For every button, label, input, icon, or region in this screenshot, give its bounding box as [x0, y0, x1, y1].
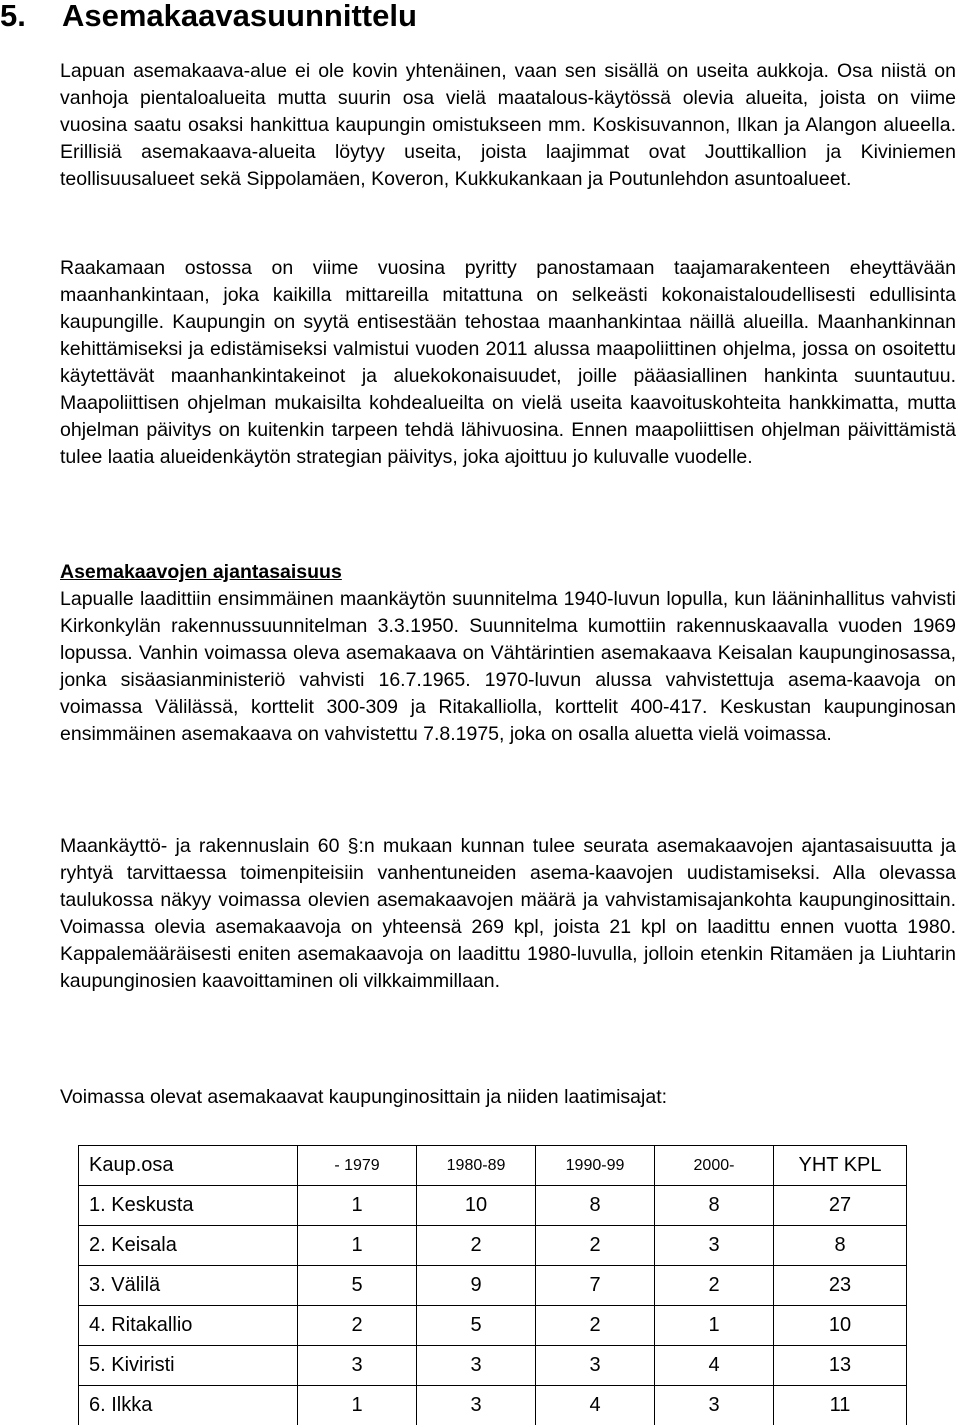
table-cell: 8: [774, 1226, 907, 1266]
table-row: [79, 1346, 907, 1386]
table-cell: 1: [298, 1186, 417, 1226]
table-cell: 13: [774, 1346, 907, 1386]
table-cell: 8: [536, 1186, 655, 1226]
table-cell: 3: [417, 1386, 536, 1425]
paragraph-land-acquisition: Raakamaan ostossa on viime vuosina pyritty panostamaan taajamarakenteen eheyttävään maanhankintaan, joka kaikilla mittareilla mitattuna on selkeästi kokonaistaloudellisesti edullisinta kaupungille. Kaupungin on syytä entisestään tehostaa maanhankintaa näillä alueilla. Maanhankinnan kehittämiseksi ja edistämiseksi valmistui vuoden 2011 alussa maapoliittinen ohjelma, jossa on osoitettu käytettävät maanhankintakeinot ja aluekokonaisuudet, joille pääasiallinen hankinta suuntautuu. Maapoliittisen ohjelman mukaisilta kohdealueilta on vielä useita kaavoituskohteita hankkimatta, mutta ohjelman päivitys on kuitenkin tarpeen tehdä lähivuosina. Ennen maapoliittisen ohjelman päivittämistä tulee laatia alueidenkäytön strategian päivitys, joka ajoittuu jo kuluvalle vuodelle.: [60, 255, 956, 471]
table-header-cell: Kaup.osa: [79, 1146, 298, 1186]
table-cell: 6. Ilkka: [79, 1386, 298, 1425]
table-cell: 2: [417, 1226, 536, 1266]
table-cell: 2. Keisala: [79, 1226, 298, 1266]
table-cell: 4: [536, 1386, 655, 1425]
table-cell: 3: [655, 1226, 774, 1266]
table-cell: 1: [298, 1386, 417, 1425]
table-cell: 3: [417, 1346, 536, 1386]
section-title: Asemakaavasuunnittelu: [62, 0, 417, 33]
table-cell: 5: [417, 1306, 536, 1346]
table-row: [79, 1306, 907, 1346]
table-cell: 10: [417, 1186, 536, 1226]
paragraph-legal: Maankäyttö- ja rakennuslain 60 §:n mukaan kunnan tulee seurata asemakaavojen ajantasaisuutta ja ryhtyä tarvittaessa toimenpiteisiin vanhentuneiden asema-kaavojen uudistamiseksi. Alla olevassa taulukossa näkyy voimassa olevien asemakaavojen määrä ja vahvistamisajankohta kaupunginosittain. Voimassa olevia asemakaavoja on yhteensä 269 kpl, joista 21 kpl on laadittu ennen vuotta 1980. Kappalemääräisesti eniten asemakaavoja on laadittu 1980-luvulla, jolloin etenkin Ritamäen ja Liuhtarin kaupunginosien kaavoittaminen oli vilkkaimmillaan.: [60, 833, 956, 995]
subheading: Asemakaavojen ajantasaisuus: [60, 559, 342, 586]
paragraph-intro: Lapuan asemakaava-alue ei ole kovin yhtenäinen, vaan sen sisällä on useita aukkoja. Osa niistä on vanhoja pientaloalueita mutta suurin osa vielä maatalous-käytössä olevia alueita, joista on viime vuosina saatu osaksi hankittua kaupungin omistukseen mm. Koskisuvannon, Ilkan ja Alangon alueella. Erillisiä asemakaava-alueita löytyy useita, joista laajimmat ovat Jouttikallion ja Kiviniemen teollisuusalueet sekä Sippolamäen, Koveron, Kukkukankaan ja Poutunlehdon asuntoalueet.: [60, 58, 956, 193]
table-row: [79, 1226, 907, 1266]
table-cell: 4. Ritakallio: [79, 1306, 298, 1346]
table-cell: 23: [774, 1266, 907, 1306]
table-cell: 4: [655, 1346, 774, 1386]
table-cell: 27: [774, 1186, 907, 1226]
plans-table: [78, 1145, 907, 1425]
section-number: 5.: [0, 0, 62, 32]
table-cell: 10: [774, 1306, 907, 1346]
table-cell: 5. Kiviristi: [79, 1346, 298, 1386]
table-cell: 2: [536, 1226, 655, 1266]
table-cell: 2: [536, 1306, 655, 1346]
table-cell: 2: [298, 1306, 417, 1346]
paragraph-history: Lapualle laadittiin ensimmäinen maankäytön suunnitelma 1940-luvun lopulla, kun lääninhallitus vahvisti Kirkonkylän rakennussuunnitelman 3.3.1950. Suunnitelma kumottiin rakennuskaavalla vuoden 1969 lopussa. Vanhin voimassa oleva asemakaava on Vähtärintien asemakaava Keisalan kaupunginosassa, jonka sisäasianministeriö vahvisti 16.7.1965. 1970-luvun alussa vahvistettuja asema-kaavoja on voimassa Välilässä, korttelit 300-309 ja Ritakalliolla, korttelit 400-417. Keskustan kaupunginosan ensimmäinen asemakaava on vahvistettu 7.8.1975, joka on osalla aluetta vielä voimassa.: [60, 586, 956, 748]
table-cell: 3: [536, 1346, 655, 1386]
table-cell: 7: [536, 1266, 655, 1306]
table-header-cell: YHT KPL: [774, 1146, 907, 1186]
table-row: [79, 1186, 907, 1226]
table-caption: Voimassa olevat asemakaavat kaupunginosittain ja niiden laatimisajat:: [60, 1084, 667, 1111]
table-cell: 5: [298, 1266, 417, 1306]
table-row: [79, 1386, 907, 1425]
table-cell: 1: [655, 1306, 774, 1346]
table-cell: 3. Välilä: [79, 1266, 298, 1306]
table-header-cell: 2000-: [655, 1146, 774, 1186]
table-cell: 9: [417, 1266, 536, 1306]
table-header-cell: 1990-99: [536, 1146, 655, 1186]
table-header-cell: 1980-89: [417, 1146, 536, 1186]
table-header-cell: - 1979: [298, 1146, 417, 1186]
section-heading: [0, 0, 417, 32]
table-cell: 8: [655, 1186, 774, 1226]
table-cell: 1. Keskusta: [79, 1186, 298, 1226]
table-cell: 11: [774, 1386, 907, 1425]
table-cell: 2: [655, 1266, 774, 1306]
table-cell: 1: [298, 1226, 417, 1266]
table-row: [79, 1266, 907, 1306]
table-cell: 3: [655, 1386, 774, 1425]
table-cell: 3: [298, 1346, 417, 1386]
table-header-row: [79, 1146, 907, 1186]
